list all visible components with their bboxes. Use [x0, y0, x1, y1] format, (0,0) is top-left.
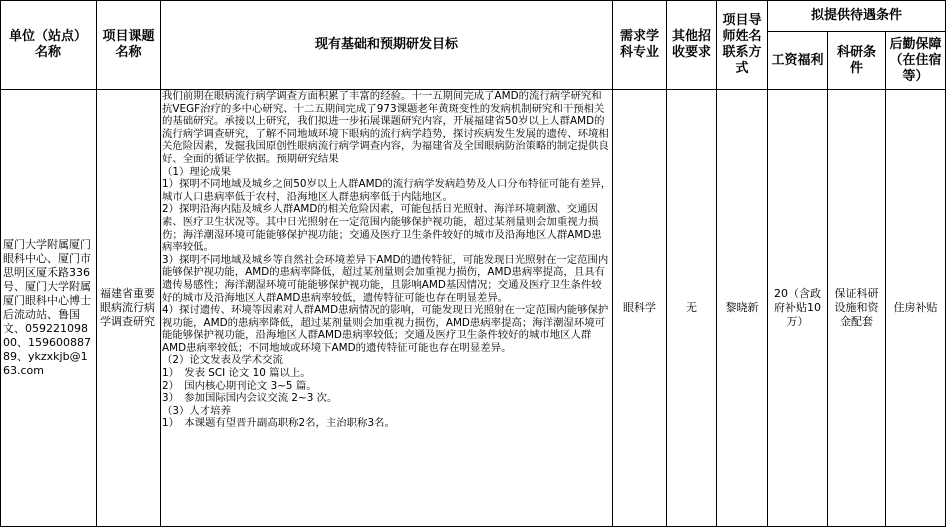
header-provide-group	[768, 0, 946, 32]
research-text: 保证科研设施和资金配套	[834, 287, 879, 328]
basis-paragraph: 1） 本课题有望晋升副高职称2名，主治职称3名。	[162, 417, 395, 430]
other-text: 无	[686, 301, 697, 314]
basis-paragraph: 2）探明沿海内陆及城乡人群AMD的相关危险因素，可能包括日光照射、海洋环境刺激、交通因素、医疗卫生状况等。其中日光照射在一定范围内能够保护视功能，超过某剂量则会加重视力损伤；海洋潮湿环境可能能够保护视功能；交通及医疗卫生条件较好的城市及沿海地区人群AMD患病率较低。	[162, 203, 602, 254]
header-unit-label: 单位（站点）名称	[8, 28, 87, 60]
header-other	[667, 0, 717, 90]
basis-paragraph: 4）探讨遗传、环境等因素对人群AMD患病情况的影响，可能发现日光照射在一定范围内能够保护视功能，AMD的患病率降低，超过某剂量则会加重视力损伤，AMD患病率提高；海洋潮湿环境可能能够保护视功能，沿海地区人群AMD患病率较低；交通及医疗卫生条件较好的城市地区人群AMD患病率较低；不同地域或环境下AMD的遗传特征可能也存在明显差异。	[162, 304, 609, 354]
header-basis-label: 现有基础和预期研发目标	[314, 36, 458, 52]
cell-mentor	[717, 90, 768, 527]
header-support-label: 后勤保障（在住宿等）	[889, 36, 942, 84]
basis-paragraph: （2）论文发表及学术交流	[162, 354, 283, 367]
cell-support	[886, 90, 946, 527]
basis-paragraph: 1） 发表 SCI 论文 10 篇以上。	[162, 367, 311, 380]
header-research-label: 科研条件	[836, 44, 876, 76]
header-unit	[0, 0, 97, 90]
header-project	[97, 0, 161, 90]
header-other-label: 其他招收要求	[671, 28, 711, 60]
project-text: 福建省重要眼病流行病学调查研究	[100, 287, 155, 328]
cell-other	[667, 90, 717, 527]
header-support	[886, 32, 946, 90]
cell-unit	[0, 90, 97, 527]
salary-text: 20（含政府补贴10万）	[774, 287, 821, 328]
header-mentor-label: 项目导师姓名联系方式	[722, 12, 762, 76]
cell-salary	[768, 90, 828, 527]
support-text: 住房补贴	[893, 301, 938, 314]
header-salary	[768, 32, 828, 90]
basis-paragraph: 3） 参加国际国内会议交流 2~3 次。	[162, 392, 338, 405]
header-project-label: 项目课题名称	[102, 28, 155, 60]
header-discipline	[613, 0, 667, 90]
cell-discipline	[613, 90, 667, 527]
mentor-text: 黎晓新	[725, 301, 759, 314]
cell-research	[828, 90, 886, 527]
basis-paragraph: （1）理论成果	[162, 165, 231, 178]
basis-paragraph: 2） 国内核心期刊论文 3~5 篇。	[162, 379, 317, 392]
header-provide-group-label: 拟提供待遇条件	[810, 7, 902, 23]
basis-paragraph: 3）探明不同地域及城乡等自然社会环境差异下AMD的遗传特征，可能发现日光照射在一定范围内能够保护视功能，AMD的患病率降低，超过某剂量则会加重视力损伤，AMD患病率提高，且具有遗传易感性；海洋潮湿环境可能能够保护视功能，且影响AMD基因情况；交通及医疗卫生条件较好的城市及沿海地区人群AMD患病率较低，遗传特征可能也存在明显差异。	[162, 253, 609, 304]
header-discipline-label: 需求学科专业	[619, 28, 659, 60]
basis-text-block	[162, 90, 612, 527]
header-research	[828, 32, 886, 90]
basis-paragraph: 1）探明不同地域及城乡之间50岁以上人群AMD的流行病学发病趋势及人口分布特征可能有差异，城市人口患病率低于农村，沿海地区人群患病率低于内陆地区。	[162, 178, 612, 203]
header-basis	[161, 0, 613, 90]
basis-paragraph: 我们前期在眼病流行病学调查方面积累了丰富的经验。十一五期间完成了AMD的流行病学研究和抗VEGF治疗的多中心研究、十二五期间完成了973课题老年黄斑变性的发病机制研究和干预相关的基础研究。承接以上研究，我们拟进一步拓展课题研究内容，开展福建省50岁以上人群AMD的流行病学调查研究，了解不同地域环境下眼病的流行病学趋势，探讨疾病发生发展的遗传、环境相关危险因素，发掘我国原创性眼病流行病学调查内容，为福建省及全国眼病防治策略的制定提供良好、全面的循证学依据。预期研究结果	[162, 90, 609, 165]
unit-text: 厦门大学附属厦门眼科中心、厦门市思明区厦禾路336号、厦门大学附属厦门眼科中心博士后流动站、鲁国文、05922109800、15960088789、ykzxkjb@163.com	[3, 238, 91, 377]
cell-project	[97, 90, 161, 527]
discipline-text: 眼科学	[623, 301, 656, 314]
basis-paragraph: （3）人才培养	[162, 404, 231, 417]
header-salary-label: 工资福利	[771, 52, 824, 68]
header-mentor	[717, 0, 768, 90]
